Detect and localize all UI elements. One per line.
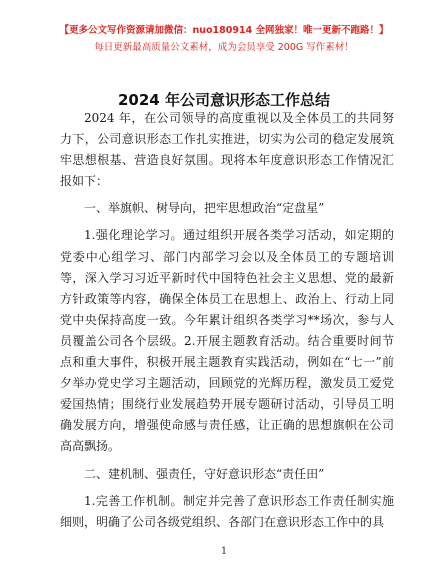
promo-line-1: 【更多公文写作资源请加微信：nuo180914 全网独家！唯一更新不跑路！】 (59, 25, 389, 36)
section-1-paragraph: 1.强化理论学习。通过组织开展各类学习活动，如定期的党委中心组学习、部门内部学习会以及全体员工的专题培训等，深入学习习近平新时代中国特色社会主义思想、党的最新方针政策等内容，确保全体员工在思想上、政治上、行动上同党中央保持高度一致。今年累计组织各类学习**场次，参与人员覆盖公司各个层级。2.开展主题教育活动。结合重要时间节点和重大事件，积极开展主题教育实践活动，例如在“七一”前夕举办党史学习主题活动，回顾党的光辉历程，激发员工爱党爱国热情；围绕行业发展趋势开展专题研讨活动，引导员工明确发展方向，增强使命感与责任感，让正确的思想旗帜在公司高高飘扬。 (60, 228, 394, 454)
section-heading-1: 一、举旗帜、树导向，把牢思想政治“定盘星” (84, 201, 325, 216)
page-number: 1 (220, 546, 228, 557)
intro-paragraph: 2024 年，在公司领导的高度重视以及全体员工的共同努力下，公司意识形态工作扎实推进，切实为公司的稳定发展筑牢思想根基、营造良好氛围。现将本年度意识形态工作情况汇报如下： (60, 111, 394, 189)
document-title: 2024 年公司意识形态工作总结 (118, 91, 330, 109)
document-body (60, 108, 394, 533)
section-2-paragraph: 1.完善工作机制。制定并完善了意识形态工作责任制实施细则，明确了公司各级党组织、各部门在意识形态工作中的具 (60, 493, 394, 529)
promo-banner (0, 22, 448, 56)
section-heading-2: 二、建机制、强责任，守好意识形态“责任田” (84, 466, 325, 481)
promo-line-2: 每日更新最高质量公文素材，成为会员享受 200G 写作素材！ (94, 42, 354, 53)
